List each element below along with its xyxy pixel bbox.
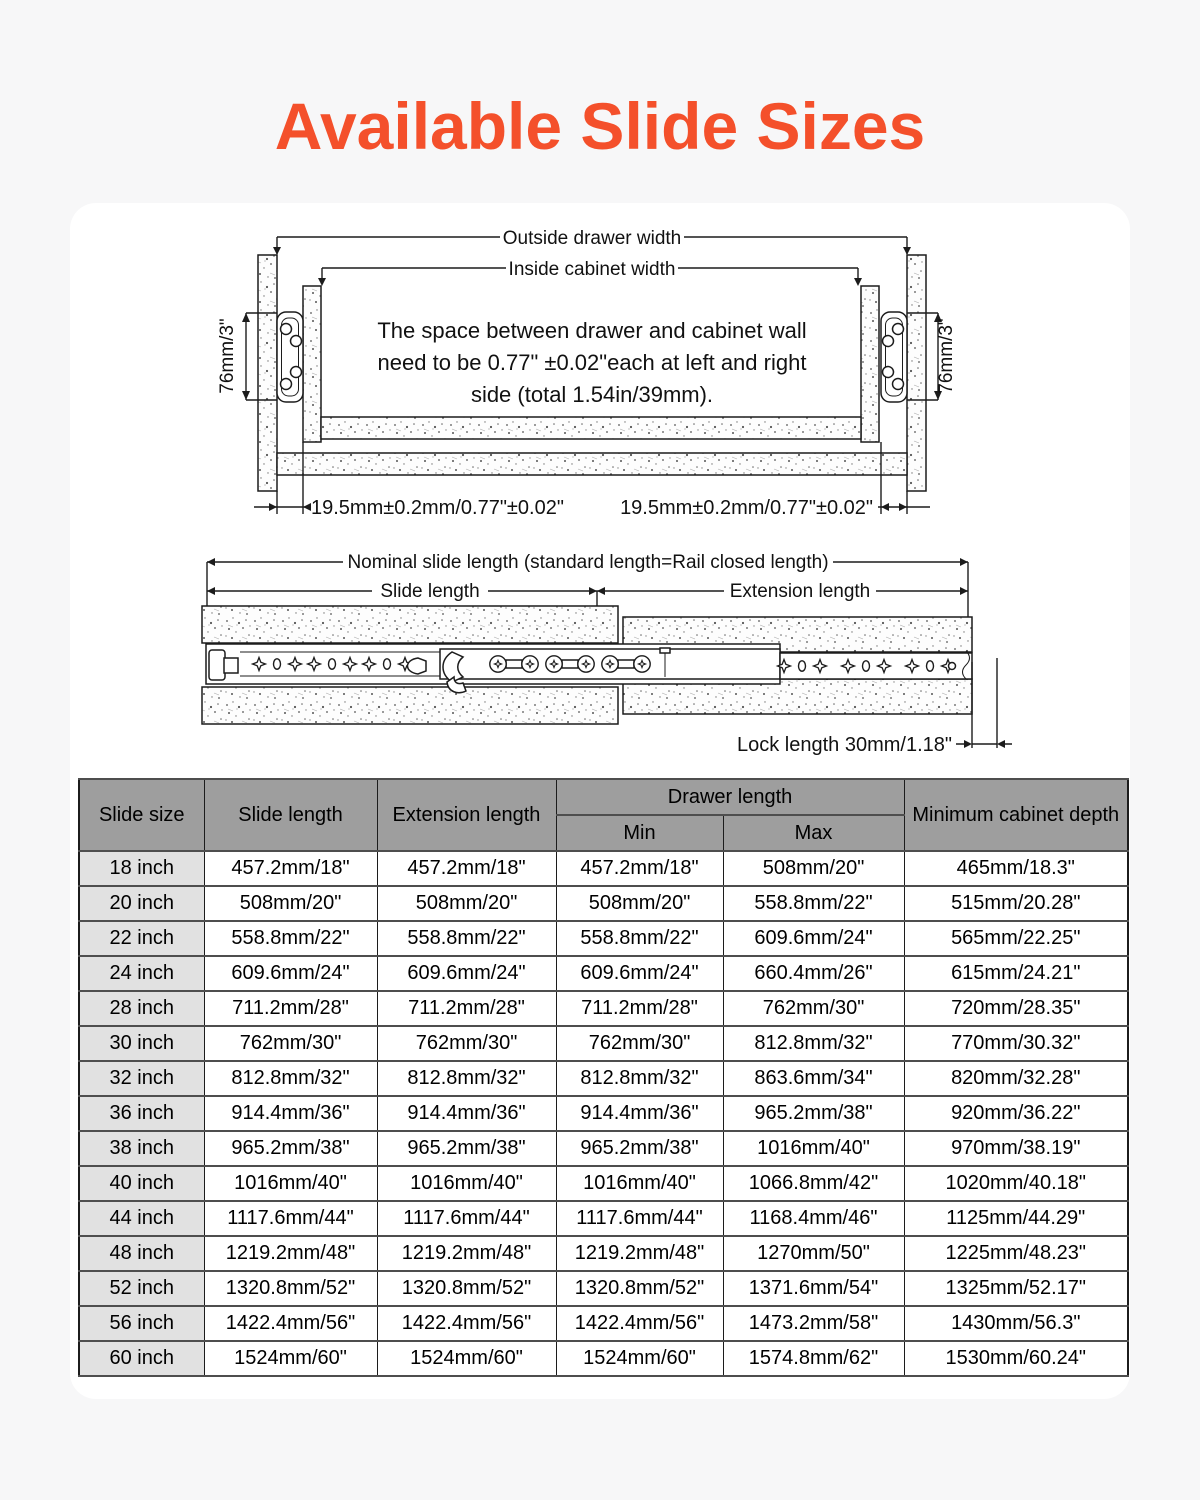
table-cell: 1117.6mm/44" [556, 1201, 723, 1236]
outside-drawer-width-label: Outside drawer width [502, 228, 682, 249]
table-cell: 812.8mm/32" [723, 1026, 904, 1061]
slide-rail-cross-section-left [277, 312, 303, 402]
table-cell: 609.6mm/24" [204, 956, 377, 991]
table-cell: 558.8mm/22" [556, 921, 723, 956]
table-header [79, 779, 1128, 851]
slide-size-cell: 38 inch [79, 1131, 204, 1166]
table-cell: 1066.8mm/42" [723, 1166, 904, 1201]
table-cell: 1320.8mm/52" [556, 1271, 723, 1306]
svg-text:side (total 1.54in/39mm).: side (total 1.54in/39mm). [470, 382, 714, 407]
table-cell: 914.4mm/36" [377, 1096, 556, 1131]
slide-size-cell: 30 inch [79, 1026, 204, 1061]
lock-length-label: Lock length 30mm/1.18" [737, 734, 952, 756]
table-cell: 508mm/20" [377, 886, 556, 921]
table-cell: 465mm/18.3" [904, 851, 1128, 886]
table-cell: 762mm/30" [723, 991, 904, 1026]
table-cell: 1219.2mm/48" [556, 1236, 723, 1271]
table-row [79, 1271, 1128, 1306]
inside-cabinet-width-dimension [318, 259, 862, 286]
table-row [79, 1201, 1128, 1236]
table-cell: 1016mm/40" [556, 1166, 723, 1201]
cabinet-wall-right [907, 255, 926, 491]
installation-diagrams [70, 203, 1130, 778]
table-cell: 1524mm/60" [556, 1341, 723, 1376]
table-cell: 1016mm/40" [723, 1131, 904, 1166]
slide-rail-cross-section-right [881, 312, 907, 402]
table-cell: 615mm/24.21" [904, 956, 1128, 991]
table-cell: 558.8mm/22" [723, 886, 904, 921]
table-cell: 1219.2mm/48" [204, 1236, 377, 1271]
drawer-wall-right [861, 286, 879, 442]
table-row [79, 991, 1128, 1026]
table-cell: 1270mm/50" [723, 1236, 904, 1271]
header-min-cabinet-depth: Minimum cabinet depth [904, 779, 1128, 851]
table-cell: 609.6mm/24" [377, 956, 556, 991]
table-cell: 457.2mm/18" [377, 851, 556, 886]
table-cell: 1020mm/40.18" [904, 1166, 1128, 1201]
table-row [79, 1096, 1128, 1131]
table-cell: 762mm/30" [556, 1026, 723, 1061]
table-cell: 1016mm/40" [204, 1166, 377, 1201]
table-cell: 965.2mm/38" [723, 1096, 904, 1131]
table-cell: 965.2mm/38" [377, 1131, 556, 1166]
table-cell: 762mm/30" [204, 1026, 377, 1061]
table-cell: 508mm/20" [204, 886, 377, 921]
table-cell: 508mm/20" [556, 886, 723, 921]
table-row [79, 1061, 1128, 1096]
slide-size-cell: 28 inch [79, 991, 204, 1026]
clearance-label-left: 19.5mm±0.2mm/0.77"±0.02" [311, 497, 564, 519]
header-drawer-min: Min [556, 815, 723, 851]
table-cell: 609.6mm/24" [556, 956, 723, 991]
header-drawer-max: Max [723, 815, 904, 851]
spec-table [78, 778, 1129, 1377]
cabinet-member-bottom [202, 687, 618, 724]
rail-height-label-left: 76mm/3" [217, 318, 238, 394]
table-cell: 812.8mm/32" [204, 1061, 377, 1096]
table-cell: 965.2mm/38" [204, 1131, 377, 1166]
slide-size-cell: 18 inch [79, 851, 204, 886]
table-cell: 457.2mm/18" [204, 851, 377, 886]
header-extension-length: Extension length [377, 779, 556, 851]
table-cell: 1320.8mm/52" [377, 1271, 556, 1306]
table-cell: 711.2mm/28" [556, 991, 723, 1026]
cabinet-bottom [277, 453, 907, 475]
header-drawer-length: Drawer length [556, 779, 904, 815]
table-cell: 711.2mm/28" [204, 991, 377, 1026]
table-cell: 914.4mm/36" [556, 1096, 723, 1131]
table-row [79, 921, 1128, 956]
header-slide-size: Slide size [79, 779, 204, 851]
slide-size-cell: 60 inch [79, 1341, 204, 1376]
table-row [79, 1341, 1128, 1376]
table-row [79, 1131, 1128, 1166]
extension-length-label: Extension length [729, 581, 871, 602]
table-cell: 863.6mm/34" [723, 1061, 904, 1096]
table-cell: 914.4mm/36" [204, 1096, 377, 1131]
table-cell: 1524mm/60" [377, 1341, 556, 1376]
slide-size-cell: 40 inch [79, 1166, 204, 1201]
clearance-note [377, 318, 806, 407]
table-cell: 812.8mm/32" [556, 1061, 723, 1096]
slide-size-cell: 20 inch [79, 886, 204, 921]
table-cell: 770mm/30.32" [904, 1026, 1128, 1061]
table-cell: 609.6mm/24" [723, 921, 904, 956]
nominal-length-label: Nominal slide length (standard length=Rail closed length) [347, 552, 829, 573]
table-cell: 720mm/28.35" [904, 991, 1128, 1026]
table-cell: 1422.4mm/56" [377, 1306, 556, 1341]
table-cell: 1422.4mm/56" [556, 1306, 723, 1341]
table-row [79, 1026, 1128, 1061]
slide-size-cell: 22 inch [79, 921, 204, 956]
table-cell: 820mm/32.28" [904, 1061, 1128, 1096]
table-cell: 1219.2mm/48" [377, 1236, 556, 1271]
table-cell: 1320.8mm/52" [204, 1271, 377, 1306]
table-row [79, 886, 1128, 921]
slide-size-cell: 48 inch [79, 1236, 204, 1271]
extension-length-dimension [597, 581, 968, 602]
svg-text:The space between drawer and c: The space between drawer and cabinet wall [377, 318, 807, 343]
table-cell: 565mm/22.25" [904, 921, 1128, 956]
table-cell: 1430mm/56.3" [904, 1306, 1128, 1341]
cabinet-member-top [202, 606, 618, 643]
table-cell: 762mm/30" [377, 1026, 556, 1061]
svg-text:need to be 0.77" ±0.02"each at: need to be 0.77" ±0.02"each at left and right [377, 350, 807, 375]
table-cell: 660.4mm/26" [723, 956, 904, 991]
table-cell: 1524mm/60" [204, 1341, 377, 1376]
table-cell: 1168.4mm/46" [723, 1201, 904, 1236]
slide-size-cell: 44 inch [79, 1201, 204, 1236]
table-cell: 1125mm/44.29" [904, 1201, 1128, 1236]
table-cell: 1473.2mm/58" [723, 1306, 904, 1341]
table-row [79, 1306, 1128, 1341]
table-row [79, 851, 1128, 886]
slide-size-cell: 52 inch [79, 1271, 204, 1306]
table-cell: 970mm/38.19" [904, 1131, 1128, 1166]
table-cell: 1016mm/40" [377, 1166, 556, 1201]
table-row [79, 956, 1128, 991]
table-cell: 1530mm/60.24" [904, 1341, 1128, 1376]
table-body [79, 851, 1128, 1376]
drawer-wall-left [303, 286, 321, 442]
table-cell: 515mm/20.28" [904, 886, 1128, 921]
table-cell: 1371.6mm/54" [723, 1271, 904, 1306]
slide-size-cell: 32 inch [79, 1061, 204, 1096]
rail-height-label-right: 76mm/3" [936, 318, 957, 394]
clearance-label-right: 19.5mm±0.2mm/0.77"±0.02" [620, 497, 873, 519]
table-cell: 812.8mm/32" [377, 1061, 556, 1096]
table-cell: 508mm/20" [723, 851, 904, 886]
slide-size-cell: 24 inch [79, 956, 204, 991]
slide-size-cell: 36 inch [79, 1096, 204, 1131]
drawer-bottom [321, 417, 861, 439]
diagram-width [217, 228, 957, 519]
table-cell: 1574.8mm/62" [723, 1341, 904, 1376]
page-title: Available Slide Sizes [274, 89, 926, 163]
slide-length-label: Slide length [380, 581, 480, 602]
slide-size-cell: 56 inch [79, 1306, 204, 1341]
cabinet-wall-left [258, 255, 277, 491]
table-cell: 1117.6mm/44" [377, 1201, 556, 1236]
table-cell: 558.8mm/22" [204, 921, 377, 956]
table-cell: 457.2mm/18" [556, 851, 723, 886]
outside-drawer-width-dimension [273, 228, 911, 255]
table-cell: 920mm/36.22" [904, 1096, 1128, 1131]
table-cell: 558.8mm/22" [377, 921, 556, 956]
table-cell: 1225mm/48.23" [904, 1236, 1128, 1271]
table-cell: 1117.6mm/44" [204, 1201, 377, 1236]
header-slide-length: Slide length [204, 779, 377, 851]
table-row [79, 1166, 1128, 1201]
inside-cabinet-width-label: Inside cabinet width [508, 259, 676, 280]
table-cell: 711.2mm/28" [377, 991, 556, 1026]
diagram-length [202, 552, 1012, 756]
table-cell: 965.2mm/38" [556, 1131, 723, 1166]
table-cell: 1325mm/52.17" [904, 1271, 1128, 1306]
table-cell: 1422.4mm/56" [204, 1306, 377, 1341]
table-row [79, 1236, 1128, 1271]
